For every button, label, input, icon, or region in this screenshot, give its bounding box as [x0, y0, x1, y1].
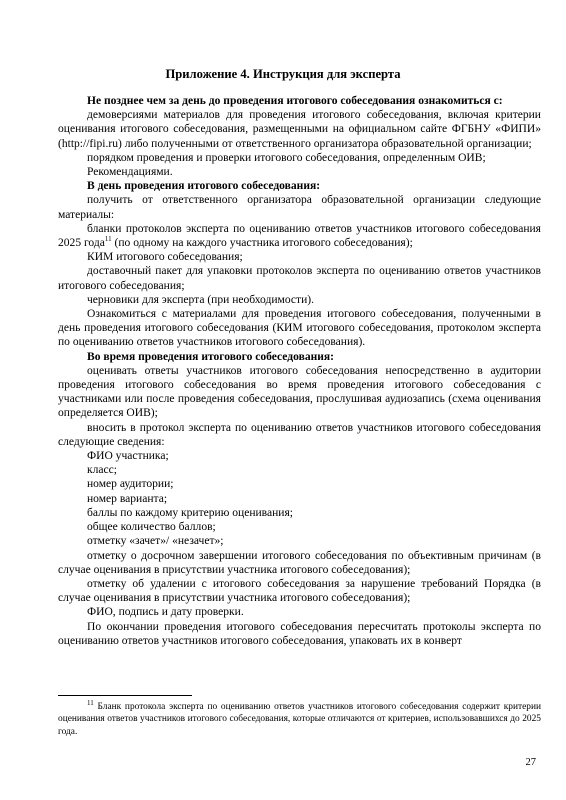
footnote-reference: 11: [104, 235, 112, 244]
paragraph: отметку «зачет»/ «незачет»;: [87, 535, 224, 548]
paragraph: общее количество баллов;: [87, 521, 216, 534]
paragraph: [58, 222, 541, 250]
paragraph: баллы по каждому критерию оценивания;: [87, 506, 293, 519]
paragraph: оценивать ответы участников итогового собеседования непосредственно в аудитории проведения итогового собеседования во время проведения итогового собеседования с участниками или после проведения собеседования, прослушивая аудиозапись (схема оценивания определяется ОИВ);: [58, 364, 541, 420]
footnote-separator: [58, 695, 192, 696]
paragraph: демоверсиями материалов для проведения итогового собеседования, включая критерии оценивания итогового собеседования, размещенными на официальном сайте ФГБНУ «ФИПИ» (http://fipi.ru) либо полученными от ответственного организатора образовательной организации;: [58, 109, 541, 150]
section-heading: Не позднее чем за день до проведения итогового собеседования ознакомиться с:: [87, 95, 503, 107]
paragraph: черновики для эксперта (при необходимости).: [87, 293, 314, 306]
paragraph: вносить в протокол эксперта по оцениванию ответов участников итогового собеседования следующие сведения:: [58, 421, 541, 448]
footnote: [58, 698, 541, 738]
document-body: [58, 94, 541, 648]
footnote-text: Бланк протокола эксперта по оцениванию ответов участников итогового собеседования содержит критерии оценивания ответов участников итогового собеседования, которые отличаются от критериев, использовавшихся до 2025 года.: [58, 702, 541, 737]
paragraph: отметку об удалении с итогового собеседования за нарушение требований Порядка (в случае оценивания в присутствии участника итогового собеседования);: [58, 577, 541, 605]
paragraph-text: (по одному на каждого участника итогового собеседования);: [111, 237, 413, 250]
section-heading: Во время проведения итогового собеседования:: [87, 350, 335, 363]
paragraph: Ознакомиться с материалами для проведения итогового собеседования, полученными в день проведения итогового собеседования (КИМ итогового собеседования, протоколом эксперта по оцениванию ответов участников итогового собеседования).: [58, 308, 541, 349]
paragraph: КИМ итогового собеседования;: [87, 251, 243, 264]
paragraph: По окончании проведения итогового собеседования пересчитать протоколы эксперта по оцениванию ответов участников итогового собеседования, упаковать их в конверт: [58, 620, 541, 647]
paragraph-text: бланки протоколов эксперта по оцениванию ответов участников итогового собеседования 2025 года: [58, 222, 541, 250]
paragraph: получить от ответственного организатора образовательной организации следующие материалы:: [58, 194, 541, 221]
paragraph: отметку о досрочном завершении итогового собеседования по объективным причинам (в случае оценивания в присутствии участника итогового собеседования);: [58, 549, 541, 576]
footnote-marker: 11: [87, 698, 94, 707]
page-title: Приложение 4. Инструкция для эксперта: [165, 67, 401, 81]
section-heading: В день проведения итогового собеседования:: [87, 180, 321, 193]
page-number: 27: [525, 757, 536, 768]
paragraph: ФИО, подпись и дату проверки.: [87, 606, 244, 619]
paragraph: доставочный пакет для упаковки протоколов эксперта по оцениванию ответов участников итогового собеседования;: [58, 265, 541, 292]
paragraph: порядком проведения и проверки итогового собеседования, определенным ОИВ;: [87, 151, 486, 164]
paragraph: номер аудитории;: [87, 478, 174, 491]
paragraph: ФИО участника;: [87, 450, 169, 463]
paragraph: класс;: [87, 464, 117, 477]
paragraph: номер варианта;: [87, 492, 168, 505]
paragraph: Рекомендациями.: [87, 166, 173, 179]
